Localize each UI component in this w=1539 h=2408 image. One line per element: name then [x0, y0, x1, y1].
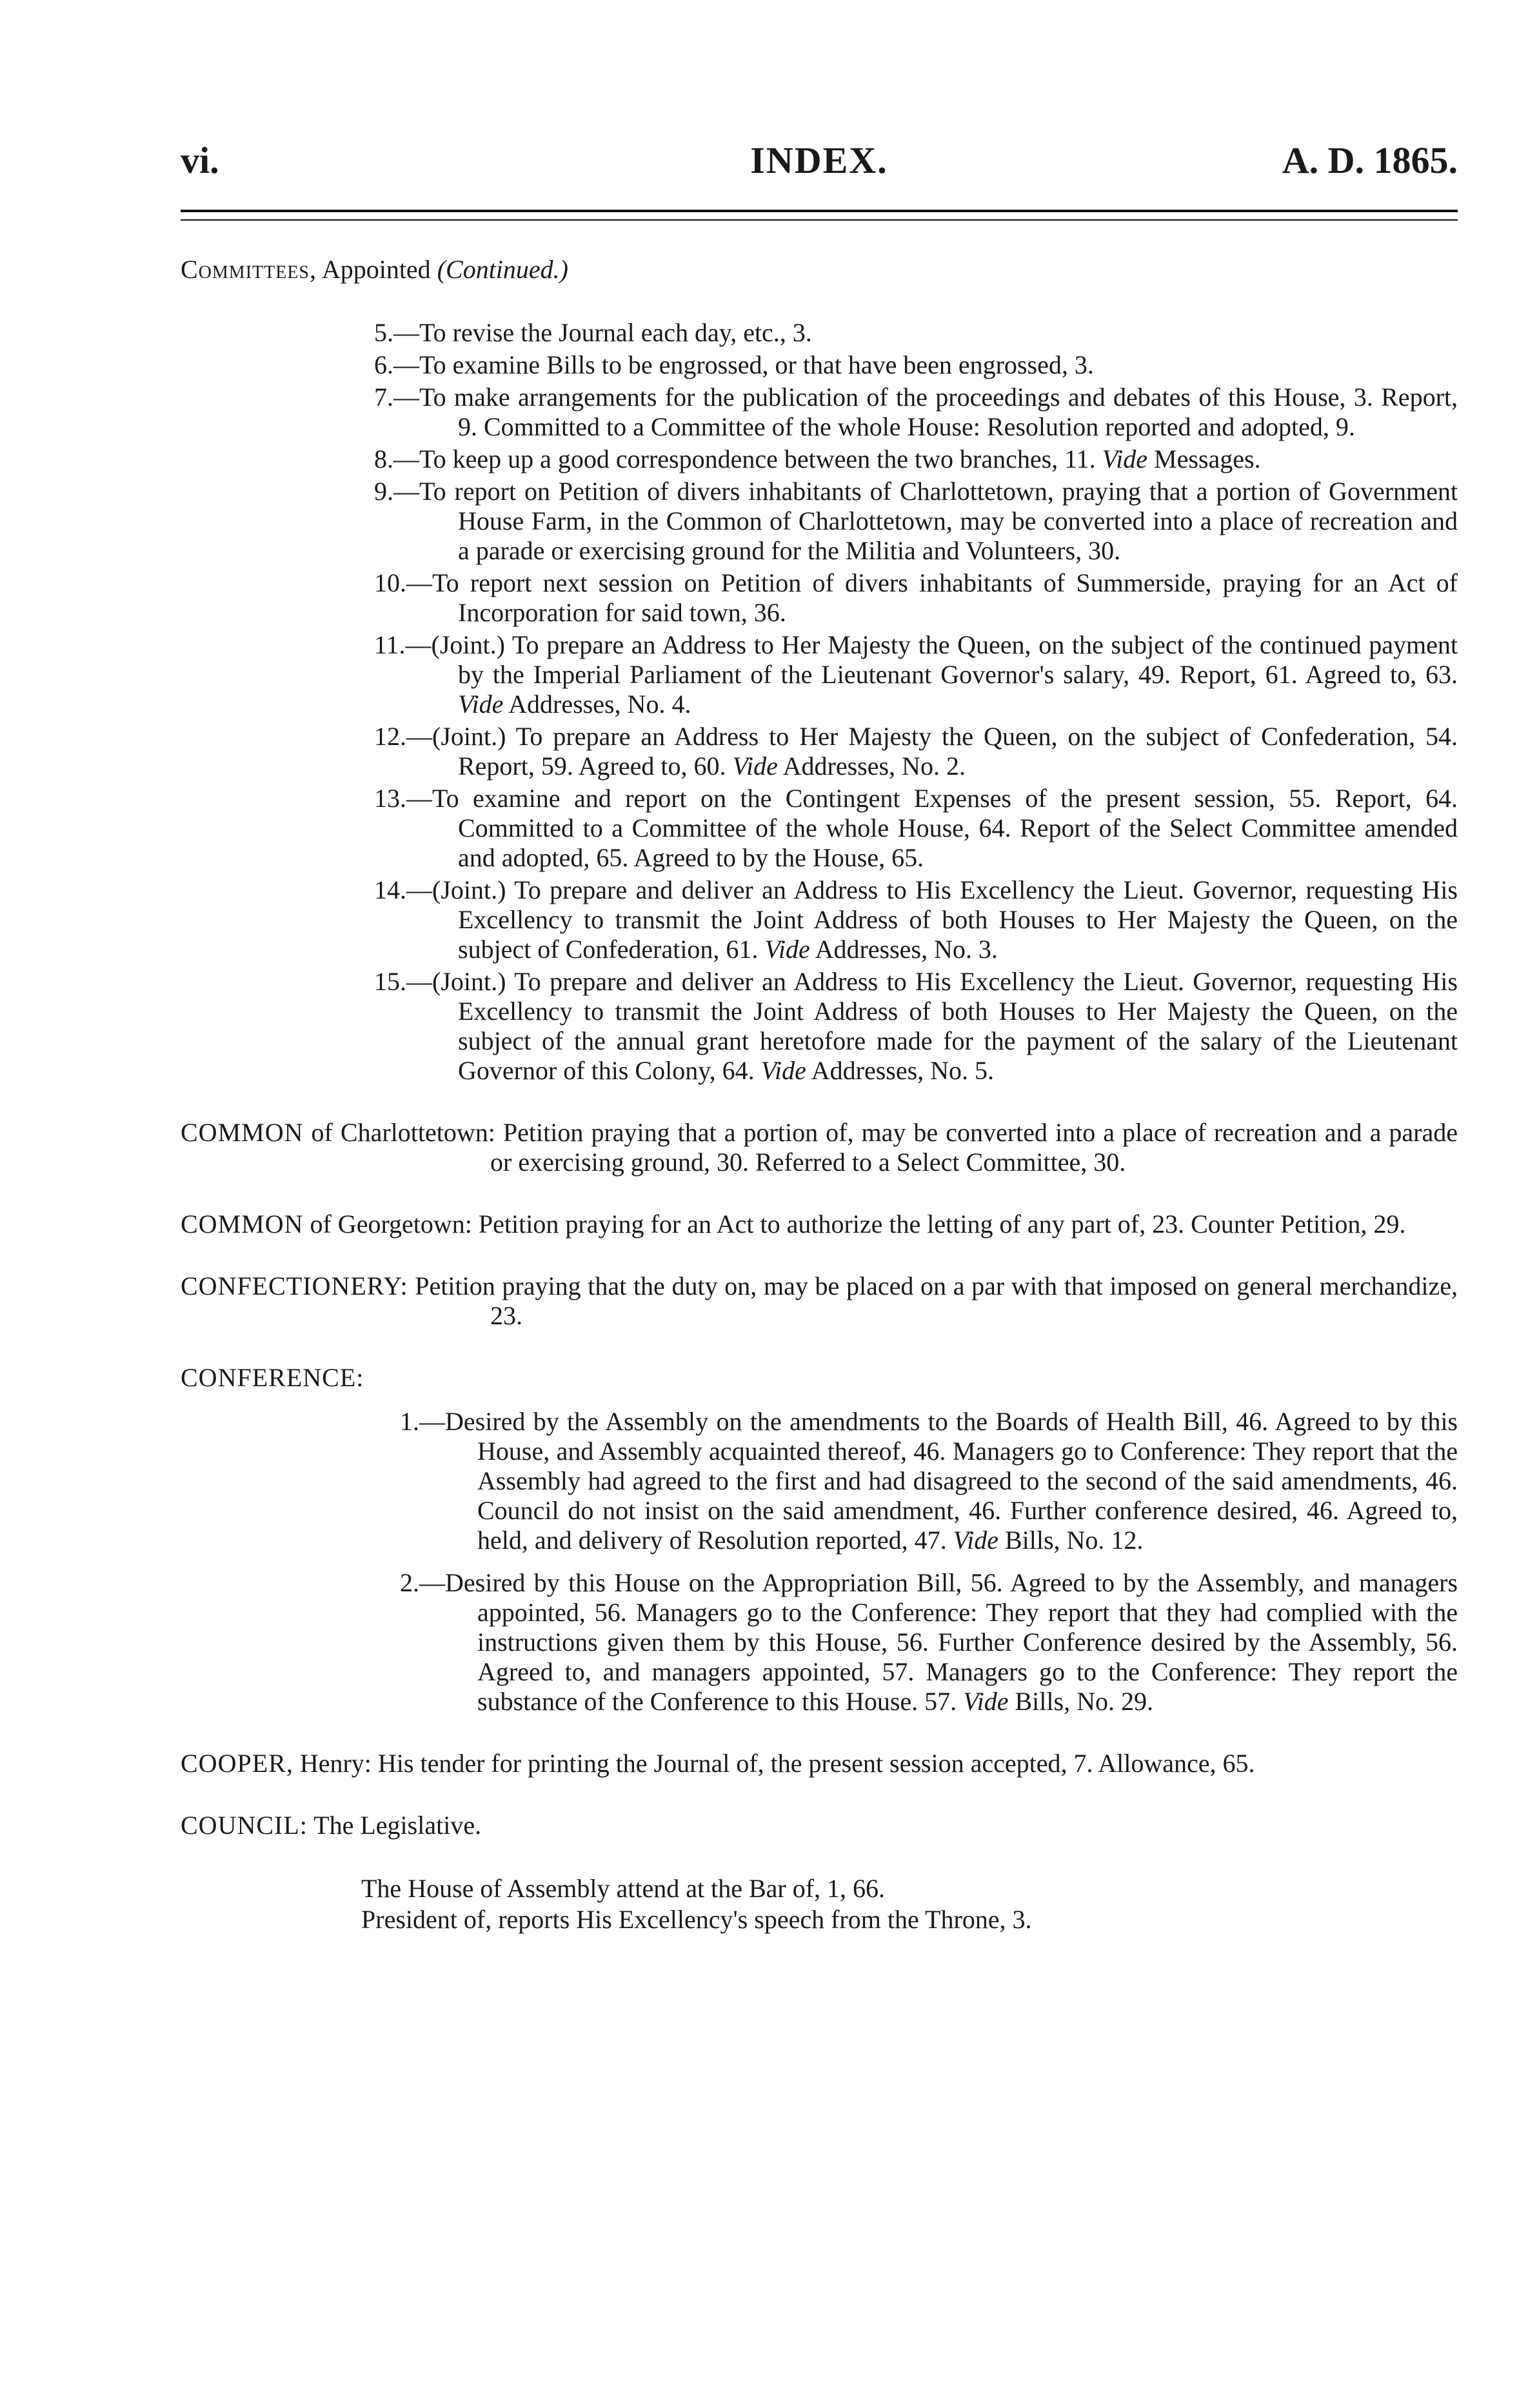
entry-text: of Charlottetown: Petition praying that a portion of, may be converted into a place of recreation and a parade or exercising ground, 30. Referred to a Select Committee, 30.	[311, 1118, 1458, 1177]
committee-item: 7.—To make arrangements for the publication of the proceedings and debates of this House, 3. Report, 9. Committed to a Committee of the whole House: Resolution reported and adopted, 9.	[374, 383, 1458, 441]
year-label: A. D. 1865.	[1282, 139, 1458, 181]
entry-council	[181, 1811, 1458, 1935]
running-head	[181, 139, 1458, 197]
entry-headword: CONFERENCE:	[181, 1363, 364, 1392]
committee-item: 9.—To report on Petition of divers inhabitants of Charlottetown, praying that a portion of Government House Farm, in the Common of Charlottetown, may be converted into a place of recreation and a parade or exercising ground for the Militia and Volunteers, 30.	[374, 477, 1458, 565]
council-heading	[181, 1811, 1458, 1840]
committee-item: 11.—(Joint.) To prepare an Address to Her Majesty the Queen, on the subject of the continued payment by the Imperial Parliament of the Lieutenant Governor's salary, 49. Report, 61. Agreed to, 63. Vide Addresses, No. 4.	[374, 630, 1458, 719]
council-line: The House of Assembly attend at the Bar of, 1, 66.	[361, 1874, 886, 1903]
committee-item: 5.—To revise the Journal each day, etc., 3.	[374, 318, 812, 347]
entry-common-charlottetown	[181, 1118, 1458, 1177]
committee-item: 6.—To examine Bills to be engrossed, or that have been engrossed, 3.	[374, 350, 1094, 379]
committee-item: 8.—To keep up a good correspondence between the two branches, 11. Vide Messages.	[374, 444, 1261, 473]
page-numeral: vi.	[181, 139, 219, 181]
entry-conference	[181, 1363, 1458, 1716]
entry-text: Petition praying that the duty on, may be placed on a par with that imposed on general merchandize, 23.	[415, 1271, 1458, 1330]
entry-common-georgetown	[181, 1209, 1458, 1239]
committees-continued: (Continued.)	[437, 255, 568, 284]
committee-item: 14.—(Joint.) To prepare and deliver an Address to His Excellency the Lieut. Governor, requesting His Excellency to transmit the Joint Address of both Houses to Her Majesty the Queen, on the subject of Confederation, 61. Vide Addresses, No. 3.	[374, 875, 1458, 964]
committees-label: Committees,	[181, 255, 317, 284]
entry-headword: COOPER,	[181, 1749, 293, 1778]
entry-cooper	[181, 1749, 1458, 1778]
committee-item: 15.—(Joint.) To prepare and deliver an Address to His Excellency the Lieut. Governor, requesting His Excellency to transmit the Joint Address of both Houses to Her Majesty the Queen, on the subject of the annual grant heretofore made for the payment of the salary of the Lieutenant Governor of this Colony, 64. Vide Addresses, No. 5.	[374, 967, 1458, 1085]
committees-appointed: Appointed	[321, 255, 431, 284]
entry-headword: COMMON	[181, 1209, 304, 1239]
entry-text: Henry: His tender for printing the Journal of, the present session accepted, 7. Allowance, 65.	[299, 1749, 1255, 1778]
council-line: President of, reports His Excellency's speech from the Throne, 3.	[361, 1905, 1032, 1934]
committee-item: 13.—To examine and report on the Contingent Expenses of the present session, 55. Report, 64. Committed to a Committee of the whole House, 64. Report of the Select Committee amended and adopted, 65. Agreed to by the House, 65.	[374, 784, 1458, 872]
conference-item: 2.—Desired by this House on the Appropriation Bill, 56. Agreed to by the Assembly, and managers appointed, 56. Managers go to the Conference: They report that they had complied with the instructions given them by this House, 56. Further Conference desired by the Assembly, 56. Agreed to, and managers appointed, 57. Managers go to the Conference: They report the substance of the Conference to this House. 57. Vide Bills, No. 29.	[400, 1568, 1458, 1716]
entry-text: of Georgetown: Petition praying for an Act to authorize the letting of any part of, 23. Counter Petition, 29.	[310, 1209, 1406, 1239]
entry-headword: CONFECTIONERY:	[181, 1271, 408, 1300]
committee-item: 10.—To report next session on Petition of divers inhabitants of Summerside, praying for an Act of Incorporation for said town, 36.	[374, 568, 1458, 627]
entry-text: The Legislative.	[313, 1811, 482, 1840]
conference-list	[181, 1407, 1458, 1716]
conference-item: 1.—Desired by the Assembly on the amendments to the Boards of Health Bill, 46. Agreed to by this House, and Assembly acquainted thereof, 46. Managers go to Conference: They report that the Assembly had agreed to the first and had disagreed to the second of the said amendments, 46. Council do not insist on the said amendment, 46. Further conference desired, 46. Agreed to, held, and delivery of Resolution reported, 47. Vide Bills, No. 12.	[400, 1407, 1458, 1555]
committees-list	[181, 318, 1458, 1086]
index-body	[181, 255, 1458, 1967]
council-sub-entries	[181, 1874, 1458, 1935]
committees-heading	[181, 255, 1458, 284]
committee-item: 12.—(Joint.) To prepare an Address to Her Majesty the Queen, on the subject of Confederation, 54. Report, 59. Agreed to, 60. Vide Addresses, No. 2.	[374, 722, 1458, 781]
entry-committees	[181, 255, 1458, 1086]
entry-headword: COMMON	[181, 1118, 304, 1147]
page-title: INDEX.	[750, 139, 888, 181]
entry-headword: COUNCIL:	[181, 1811, 308, 1840]
entry-confectionery	[181, 1271, 1458, 1331]
header-rule	[181, 210, 1458, 212]
header-rule-thin	[181, 219, 1458, 221]
